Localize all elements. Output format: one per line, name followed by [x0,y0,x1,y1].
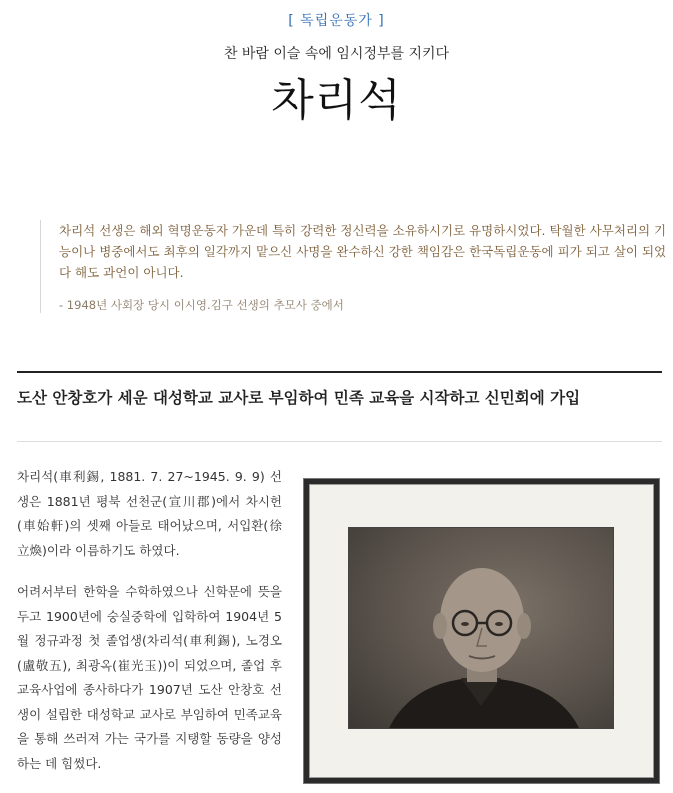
body-paragraph: 어려서부터 한학을 수학하였으나 신학문에 뜻을 두고 1900년에 숭실중학에 입학하여 1904년 5월 정규과정 첫 졸업생(차리석(車利錫), 노경오(盧敬五), 최광옥(崔光玉))이 되었으며, 졸업 후 교육사업에 종사하다가 1907년 도산 안창호 선생이 설립한 대성학교 교사로 부임하여 민족교육을 통해 쓰러져 가는 국가를 지탱할 동량을 양성하는 데 힘썼다. [17,584,282,771]
section-divider-top [17,371,662,373]
section-divider-bottom [17,441,662,442]
page-title: 차리석 [271,75,402,126]
category-label: [ 독립운동가 ] [288,13,385,29]
quote-source: - 1948년 사회장 당시 이시영.김구 선생의 추모사 중에서 [59,298,344,312]
page-subtitle: 찬 바람 이슬 속에 임시정부를 지키다 [223,46,450,62]
quote-text: 차리석 선생은 해외 혁명운동자 가운데 특히 강력한 정신력을 소유하시기로 유명하시었다. 탁월한 사무처리의 기능이나 병중에서도 최후의 일각까지 맡으신 사명을 완수하신 강한 책임감은 한국독립운동에 피가 되고 살이 되었다 해도 과언이 아니다. [59,223,667,280]
portrait-frame [303,478,660,784]
portrait-illustration [349,528,613,728]
body-paragraph: 차리석(車利錫, 1881. 7. 27~1945. 9. 9) 선생은 1881년 평북 선천군(宣川郡)에서 차시헌(車始軒)의 셋째 아들로 태어났으며, 서입환(徐立煥)이라 이름하기도 하였다. [17,469,282,558]
article-body [17,465,282,793]
portrait-mat [309,484,654,778]
quote-block [40,220,671,313]
portrait-photo [349,528,613,728]
section-heading: 도산 안창호가 세운 대성학교 교사로 부임하여 민족 교육을 시작하고 신민회에 가입 [17,389,581,407]
